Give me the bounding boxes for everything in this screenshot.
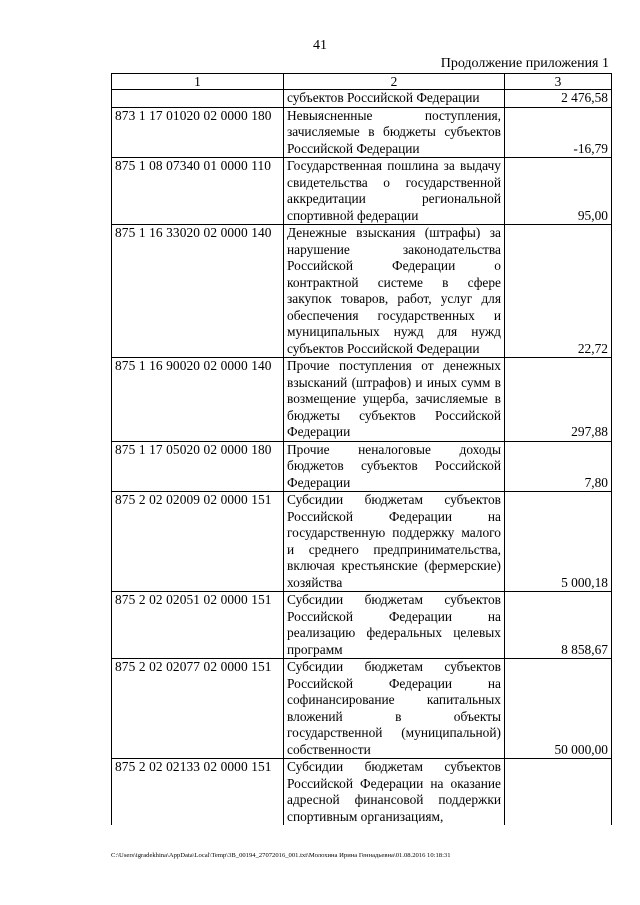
table-row [112, 492, 612, 592]
budget-code-cell: 875 2 02 02009 02 0000 151 [112, 492, 284, 592]
table-row [112, 225, 612, 358]
amount-cell: 50 000,00 [505, 659, 612, 759]
revenue-table [111, 73, 612, 825]
budget-code-cell: 875 1 17 05020 02 0000 180 [112, 441, 284, 492]
description-cell: Денежные взыскания (штрафы) за нарушение законодательства Российской Федерации о контрактной системе в сфере закупок товаров, работ, услуг для обеспечения государственных и муниципальных нужд для нужд субъектов Российской Федерации [284, 225, 505, 358]
table-row [112, 759, 612, 826]
table-row [112, 659, 612, 759]
budget-code-cell: 875 2 02 02133 02 0000 151 [112, 759, 284, 826]
column-header: 2 [284, 74, 505, 90]
budget-code-cell: 875 1 16 33020 02 0000 140 [112, 225, 284, 358]
amount-cell: 8 858,67 [505, 592, 612, 659]
amount-cell [505, 759, 612, 826]
description-cell: Прочие неналоговые доходы бюджетов субъектов Российской Федерации [284, 441, 505, 492]
budget-code-cell: 873 1 17 01020 02 0000 180 [112, 107, 284, 158]
description-cell: Субсидии бюджетам субъектов Российской Федерации на государственную поддержку малого и среднего предпринимательства, включая крестьянские (фермерские) хозяйства [284, 492, 505, 592]
amount-cell: -16,79 [505, 107, 612, 158]
budget-code-cell: 875 1 16 90020 02 0000 140 [112, 358, 284, 442]
table-row [112, 358, 612, 442]
amount-cell: 2 476,58 [505, 90, 612, 108]
description-cell: Субсидии бюджетам субъектов Российской Федерации на оказание адресной финансовой поддержки спортивным организациям, [284, 759, 505, 826]
description-cell: Субсидии бюджетам субъектов Российской Федерации на реализацию федеральных целевых программ [284, 592, 505, 659]
description-cell: Невыясненные поступления, зачисляемые в бюджеты субъектов Российской Федерации [284, 107, 505, 158]
amount-cell: 297,88 [505, 358, 612, 442]
file-path-footer: C:\Users\igradekhina\AppData\Local\Temp\3B_00194_27072016_001.txt\Молохина Ирина Геннадьевна\01.08.2016 10:18:31 [111, 852, 451, 859]
table-row [112, 158, 612, 225]
budget-code-cell: 875 2 02 02077 02 0000 151 [112, 659, 284, 759]
budget-code-cell: 875 1 08 07340 01 0000 110 [112, 158, 284, 225]
column-header: 3 [505, 74, 612, 90]
budget-code-cell: 875 2 02 02051 02 0000 151 [112, 592, 284, 659]
column-header: 1 [112, 74, 284, 90]
amount-cell: 22,72 [505, 225, 612, 358]
table-row [112, 107, 612, 158]
table-row [112, 592, 612, 659]
description-cell: субъектов Российской Федерации [284, 90, 505, 108]
description-cell: Прочие поступления от денежных взысканий (штрафов) и иных сумм в возмещение ущерба, зачисляемые в бюджеты субъектов Российской Федерации [284, 358, 505, 442]
description-cell: Государственная пошлина за выдачу свидетельства о государственной аккредитации региональной спортивной федерации [284, 158, 505, 225]
description-cell: Субсидии бюджетам субъектов Российской Федерации на софинансирование капитальных вложений в объекты государственной (муниципальной) собственности [284, 659, 505, 759]
amount-cell: 5 000,18 [505, 492, 612, 592]
budget-code-cell [112, 90, 284, 108]
table-row [112, 441, 612, 492]
amount-cell: 95,00 [505, 158, 612, 225]
table-row [112, 90, 612, 108]
continuation-label: Продолжение приложения 1 [440, 56, 609, 71]
amount-cell: 7,80 [505, 441, 612, 492]
page-number: 41 [313, 38, 327, 53]
table-header-row [112, 74, 612, 90]
